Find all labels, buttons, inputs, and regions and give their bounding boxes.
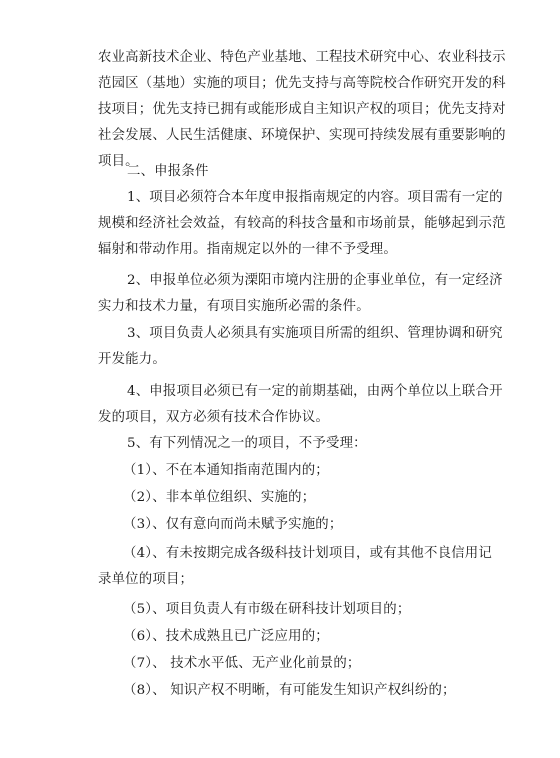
list-item: （1）、不在本通知指南范围内的； <box>123 463 329 478</box>
body-line: 项目。 <box>98 154 139 169</box>
body-line: 3、项目负责人必须具有实施项目所需的组织、管理协调和研究 <box>127 326 503 341</box>
section-heading: 二、申报条件 <box>127 164 209 179</box>
body-line: 5、有下列情况之一的项目，不予受理： <box>127 436 367 451</box>
list-item: （2）、非本单位组织、实施的； <box>123 490 316 505</box>
body-line: 1、项目必须符合本年度申报指南规定的内容。项目需有一定的 <box>127 190 503 205</box>
body-line: 4、申报项目必须已有一定的前期基础，由两个单位以上联合开 <box>127 384 503 399</box>
body-line: 2、申报单位必须为溧阳市境内注册的企事业单位，有一定经济 <box>127 273 503 288</box>
body-line: 发的项目，双方必须有技术合作协议。 <box>98 410 330 425</box>
list-item: （7）、 技术水平低、无产业化前景的； <box>123 656 361 671</box>
body-line: 实力和技术力量，有项目实施所必需的条件。 <box>98 299 370 314</box>
body-line: 社会发展、人民生活健康、环境保护、实现可持续发展有重要影响的 <box>98 128 506 143</box>
body-line: 农业高新技术企业、特色产业基地、工程技术研究中心、农业科技示 <box>98 50 506 65</box>
list-item: （6）、技术成熟且已广泛应用的； <box>123 629 329 644</box>
body-line: 范园区（基地）实施的项目；优先支持与高等院校合作研究开发的科 <box>98 76 506 91</box>
body-line: 规模和经济社会效益，有较高的科技含量和市场前景，能够起到示范 <box>98 216 506 231</box>
body-line: 辐射和带动作用。指南规定以外的一律不予受理。 <box>98 242 397 257</box>
list-item: 录单位的项目； <box>98 572 194 587</box>
list-item: （3）、仅有意向而尚未赋予实施的； <box>123 517 343 532</box>
body-line: 开发能力。 <box>98 352 166 367</box>
list-item: （5）、项目负责人有市级在研科技计划项目的； <box>123 602 411 617</box>
list-item: （4）、有未按期完成各级科技计划项目，或有其他不良信用记 <box>123 546 492 561</box>
list-item: （8）、 知识产权不明晰，有可能发生知识产权纠纷的； <box>123 683 456 698</box>
body-line: 技项目；优先支持已拥有或能形成自主知识产权的项目；优先支持对 <box>98 102 506 117</box>
